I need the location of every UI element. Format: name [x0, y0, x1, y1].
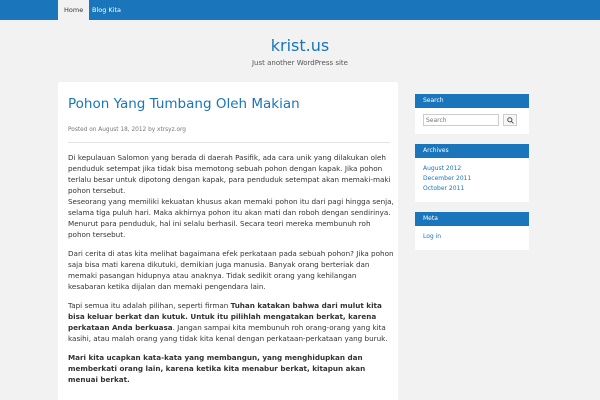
archives-widget-title: Archives: [415, 144, 529, 158]
post-content: [68, 152, 394, 393]
paragraph-1: Di kepulauan Salomon yang berada di daerah Pasifik, ada cara unik yang dilakukan oleh penduduk setempat jika tidak bisa memotong sebuah pohon dengan kapak. Jika pohon terlalu besar untuk dipotong dengan kapak, para penduduk setempat akan memaki-maki pohon tersebut.: [68, 153, 391, 195]
meta-widget: [415, 212, 529, 250]
main-content: [58, 82, 398, 400]
paragraph-2: Dari cerita di atas kita melihat bagaimana efek perkataan pada sebuah pohon? Jika pohon saja bisa mati karena dikutuki, demikian juga manusia. Banyak orang berteriak dan memaki pasangan hidupnya atau anaknya. Tidak sedikit orang yang kehilangan kesabaran ketika dijalan dan memaki pengendara lain.: [68, 249, 394, 291]
paragraph-3-end: . Jangan sampai kita membunuh roh orang-orang yang kita kasihi, atau malah orang yang tidak kita kenal dengan perkataan-perkataan yang buruk.: [68, 323, 388, 343]
search-form: [415, 108, 529, 134]
site-description: Just another WordPress site: [251, 59, 348, 67]
paragraph-3-bold: Tuhan katakan bahwa dari mulut kita bisa keluar berkat dan kutuk. Untuk itu pilihlah mengatakan berkat, karena perkataan Anda berkuasa: [68, 301, 382, 332]
post-paragraph: [68, 152, 394, 240]
post-paragraph: [68, 300, 394, 344]
meta-list: [415, 226, 529, 250]
post-meta-by: by: [146, 127, 158, 133]
post-date-link[interactable]: August 18, 2012: [98, 127, 147, 133]
search-input[interactable]: [423, 114, 499, 126]
search-icon: [507, 117, 514, 124]
nav-item-home[interactable]: Home: [58, 0, 89, 20]
nav-item-blog-kita[interactable]: Blog Kita: [92, 6, 122, 14]
search-button[interactable]: [503, 114, 517, 126]
post-author-link[interactable]: xtrsyz.org: [157, 127, 186, 133]
site-title[interactable]: krist.us: [270, 36, 330, 55]
archive-link-august-2012[interactable]: August 2012: [423, 165, 462, 172]
archive-link-october-2011[interactable]: October 2011: [423, 185, 465, 192]
search-widget: [415, 94, 529, 134]
meta-widget-title: Meta: [415, 212, 529, 226]
top-navigation: [0, 0, 600, 20]
paragraph-1b: Seseorang yang memiliki kekuatan khusus akan memaki pohon itu dari pagi hingga senja, selama tiga puluh hari. Maka akhirnya pohon itu akan mati dan roboh dengan sendirinya. Menurut para penduduk, hal ini selalu berhasil. Secara teori mereka membunuh roh pohon tersebut.: [68, 197, 394, 239]
paragraph-4: Mari kita ucapkan kata-kata yang membangun, yang menghidupkan dan memberkati orang lain, karena ketika kita menabur berkat, kitapun akan menuai berkat.: [68, 353, 366, 384]
archives-widget: [415, 144, 529, 202]
sidebar: [415, 94, 529, 260]
post-divider: [68, 142, 390, 143]
post-meta: [68, 127, 186, 133]
search-widget-title: Search: [415, 94, 529, 108]
post-title[interactable]: Pohon Yang Tumbang Oleh Makian: [68, 96, 300, 112]
archive-link-december-2011[interactable]: December 2011: [423, 175, 472, 182]
archives-list: [415, 158, 529, 202]
post-meta-prefix: Posted on: [68, 127, 99, 133]
paragraph-3-start: Tapi semua itu adalah pilihan, seperti firman: [68, 301, 231, 310]
login-link[interactable]: Log in: [423, 233, 442, 240]
